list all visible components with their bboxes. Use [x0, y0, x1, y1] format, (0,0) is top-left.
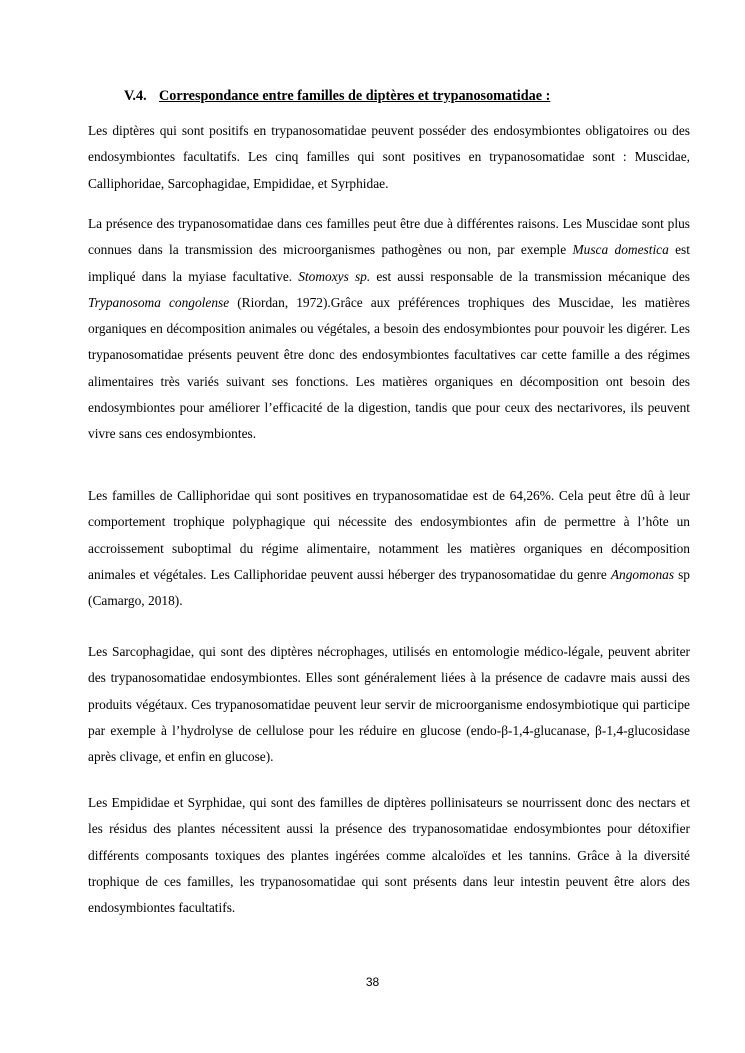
text-span: est impliqué dans la myiase facultative. — [88, 242, 690, 284]
section-heading — [124, 88, 550, 105]
text-span: sp (Camargo, 2018). — [88, 566, 690, 609]
text-span: (Riordan, 1972).Grâce aux préférences trophiques des Muscidae, les matières organiques en décomposition animales ou végétales, a besoin des endosymbiontes pour pouvoir les digérer. Les trypanosomatidae présents peuvent être donc des endosymbiontes facultatives car cette famille a des régimes alimentaires très variés suivant ses fonctions. Les matières organiques en décomposition ont besoin des endosymbiontes pour améliorer l’efficacité de la digestion, tandis que pour ceux des nectarivores, ils peuvent vivre sans ces endosymbiontes. — [88, 294, 690, 442]
section-title: Correspondance entre familles de diptères et trypanosomatidae : — [159, 88, 551, 104]
section-number: V.4. — [124, 88, 147, 104]
paragraph-sarcophagidae: Les Sarcophagidae, qui sont des diptères nécrophages, utilisés en entomologie médico-légale, peuvent abriter des trypanosomatidae endosymbiontes. Elles sont généralement liées à la présence de cadavre mais aussi des produits végétaux. Ces trypanosomatidae peuvent leur servir de microorganisme endosymbiotique qui participe par exemple à l’hydrolyse de cellulose pour les réduire en glucose (endo-β-1,4-glucanase, β-1,4-glucosidase après clivage, et enfin en glucose). — [88, 644, 690, 765]
paragraph-muscidae — [88, 211, 690, 448]
species-name: Trypanosoma congolense — [88, 294, 230, 310]
text-span: Les familles de Calliphoridae qui sont positives en trypanosomatidae est de 64,26%. Cela peut être dû à leur comportement trophique polyphagique qui nécessite des endosymbiontes afin de permettre à l’hôte un accroissement suboptimal du régime alimentaire, notamment les matières organiques en décomposition animales et végétales. Les Calliphoridae peuvent aussi héberger des trypanosomatidae du genre — [88, 488, 690, 582]
text-span: est aussi responsable de la transmission mécanique des — [370, 268, 690, 284]
paragraph-empididae-syrphidae: Les Empididae et Syrphidae, qui sont des familles de diptères pollinisateurs se nourrissent donc des nectars et les résidus des plantes nécessitent aussi la présence des trypanosomatidae endosymbiontes pour détoxifier différents composants toxiques des plantes ingérées comme alcaloïdes et les tannins. Grâce à la diversité trophique de ces familles, les trypanosomatidae qui sont présents dans leur intestin peuvent être alors des endosymbiontes facultatifs. — [88, 795, 690, 916]
paragraph-intro: Les diptères qui sont positifs en trypanosomatidae peuvent posséder des endosymbiontes obligatoires ou des endosymbiontes facultatifs. Les cinq familles qui sont positives en trypanosomatidae sont : Muscidae, Calliphoridae, Sarcophagidae, Empididae, et Syrphidae. — [88, 123, 690, 191]
paragraph-calliphoridae — [88, 483, 690, 614]
genus-name: Angomonas — [610, 566, 675, 582]
text-span: La présence des trypanosomatidae dans ces familles peut être due à différentes raisons. Les Muscidae sont plus connues dans la transmission des microorganismes pathogènes ou non, par exemple — [88, 216, 690, 258]
page-number: 38 — [365, 975, 380, 989]
species-name: Musca domestica — [572, 242, 669, 258]
species-name: Stomoxys sp. — [298, 268, 371, 284]
